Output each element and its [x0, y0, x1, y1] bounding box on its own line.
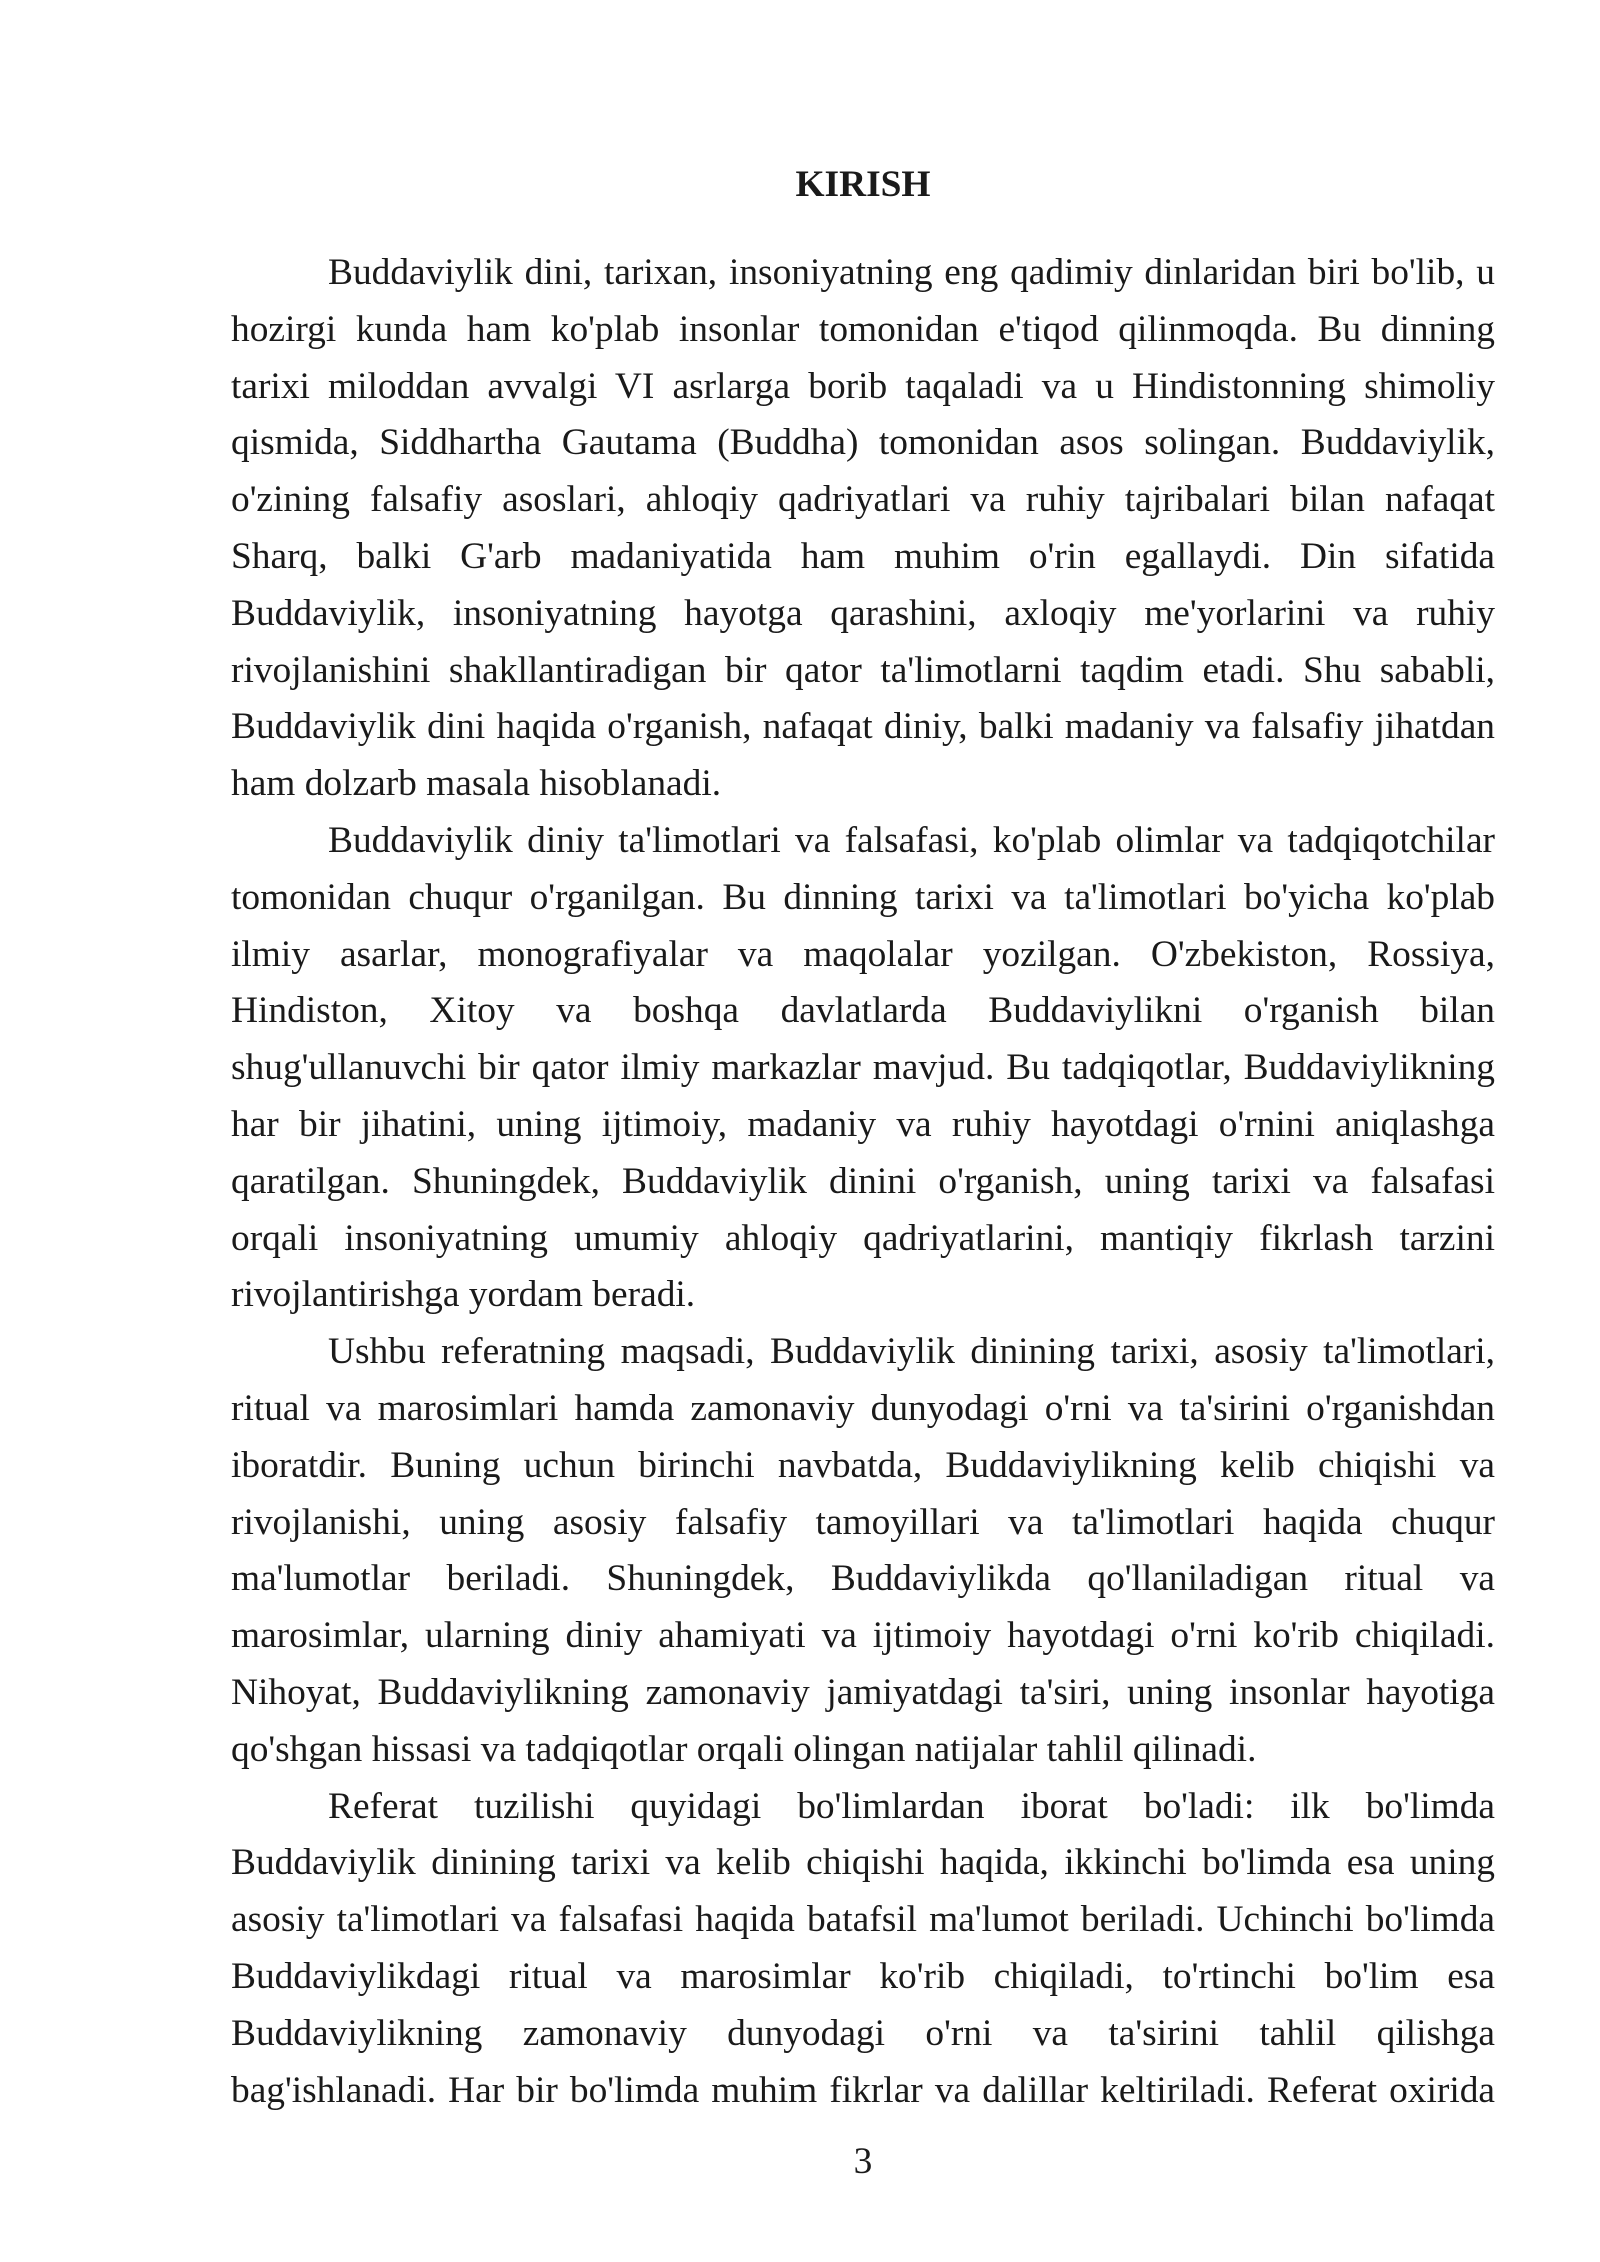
text-line: Buddaviylik, insoniyatning hayotga qarashini, axloqiy me'yorlarini va ruhiy [231, 592, 1495, 634]
page-number: 3 [853, 2141, 873, 2182]
text-line: rivojlantirishga yordam beradi. [231, 1274, 696, 1316]
text-line: Referat tuzilishi quyidagi bo'limlardan iborat bo'ladi: ilk bo'limda [328, 1785, 1495, 1827]
text-line: Buddaviylik dinining tarixi va kelib chiqishi haqida, ikkinchi bo'limda esa uning [231, 1842, 1495, 1884]
text-line: Buddaviylikning zamonaviy dunyodagi o'rni va ta'sirini tahlil qilishga [231, 2012, 1495, 2054]
paragraph-4 [231, 1779, 1495, 2120]
paragraph-1 [231, 245, 1495, 813]
page-title: KIRISH [795, 164, 931, 205]
text-line: shug'ullanuvchi bir qator ilmiy markazlar mavjud. Bu tadqiqotlar, Buddaviylikning [231, 1047, 1495, 1089]
text-line: o'zining falsafiy asoslari, ahloqiy qadriyatlari va ruhiy tajribalari bilan nafaqat [231, 479, 1495, 521]
paragraph-2 [231, 813, 1495, 1324]
text-line: Nihoyat, Buddaviylikning zamonaviy jamiyatdagi ta'siri, uning insonlar hayotiga [231, 1671, 1495, 1713]
text-line: asosiy ta'limotlari va falsafasi haqida batafsil ma'lumot beriladi. Uchinchi bo'limda [231, 1899, 1495, 1941]
text-line: Hindiston, Xitoy va boshqa davlatlarda Buddaviylikni o'rganish bilan [231, 990, 1495, 1032]
document-body [231, 245, 1495, 2119]
text-line: Ushbu referatning maqsadi, Buddaviylik dinining tarixi, asosiy ta'limotlari, [328, 1331, 1495, 1373]
text-line: hozirgi kunda ham ko'plab insonlar tomonidan e'tiqod qilinmoqda. Bu dinning [231, 308, 1495, 350]
text-line: har bir jihatini, uning ijtimoiy, madaniy va ruhiy hayotdagi o'rnini aniqlashga [231, 1103, 1495, 1145]
text-line: qismida, Siddhartha Gautama (Buddha) tomonidan asos solingan. Buddaviylik, [231, 422, 1495, 464]
text-line: qo'shgan hissasi va tadqiqotlar orqali olingan natijalar tahlil qilinadi. [231, 1728, 1257, 1770]
text-line: ilmiy asarlar, monografiyalar va maqolalar yozilgan. O'zbekiston, Rossiya, [231, 933, 1495, 975]
text-line: Buddaviylik dini haqida o'rganish, nafaqat diniy, balki madaniy va falsafiy jihatdan [231, 706, 1495, 748]
text-line: Buddaviylik diniy ta'limotlari va falsafasi, ko'plab olimlar va tadqiqotchilar [328, 819, 1495, 861]
text-line: rivojlanishini shakllantiradigan bir qator ta'limotlarni taqdim etadi. Shu sababli, [231, 649, 1495, 691]
text-line: tarixi miloddan avvalgi VI asrlarga borib taqaladi va u Hindistonning shimoliy [231, 365, 1495, 407]
text-line: rivojlanishi, uning asosiy falsafiy tamoyillari va ta'limotlari haqida chuqur [231, 1501, 1495, 1543]
text-line: qaratilgan. Shuningdek, Buddaviylik dinini o'rganish, uning tarixi va falsafasi [231, 1160, 1495, 1202]
text-line: tomonidan chuqur o'rganilgan. Bu dinning tarixi va ta'limotlari bo'yicha ko'plab [231, 876, 1495, 918]
text-line: marosimlar, ularning diniy ahamiyati va ijtimoiy hayotdagi o'rni ko'rib chiqiladi. [231, 1615, 1495, 1657]
text-line: ritual va marosimlari hamda zamonaviy dunyodagi o'rni va ta'sirini o'rganishdan [231, 1387, 1495, 1429]
text-line: iboratdir. Buning uchun birinchi navbatda, Buddaviylikning kelib chiqishi va [231, 1444, 1495, 1486]
text-line: bag'ishlanadi. Har bir bo'limda muhim fikrlar va dalillar keltiriladi. Referat oxirida [231, 2069, 1495, 2111]
paragraph-3 [231, 1324, 1495, 1778]
text-line: orqali insoniyatning umumiy ahloqiy qadriyatlarini, mantiqiy fikrlash tarzini [231, 1217, 1495, 1259]
text-line: ham dolzarb masala hisoblanadi. [231, 763, 722, 805]
text-line: Buddaviylikdagi ritual va marosimlar ko'rib chiqiladi, to'rtinchi bo'lim esa [231, 1955, 1495, 1997]
text-line: Sharq, balki G'arb madaniyatida ham muhim o'rin egallaydi. Din sifatida [231, 535, 1495, 577]
text-line: ma'lumotlar beriladi. Shuningdek, Buddaviylikda qo'llaniladigan ritual va [231, 1558, 1495, 1600]
text-line: Buddaviylik dini, tarixan, insoniyatning eng qadimiy dinlaridan biri bo'lib, u [328, 252, 1495, 293]
